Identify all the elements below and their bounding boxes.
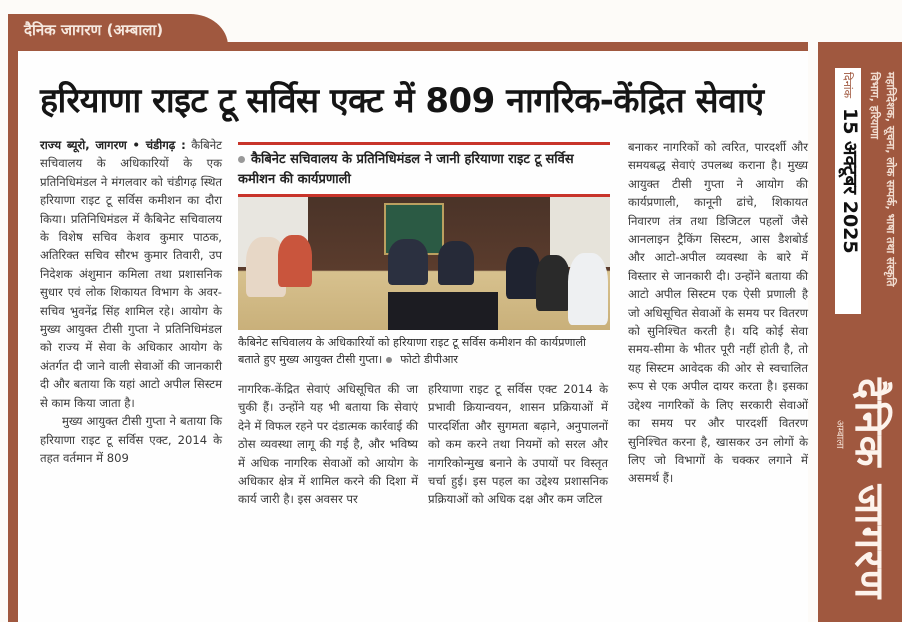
photo-person — [438, 241, 474, 285]
frame-top-border — [8, 42, 808, 51]
photo-person — [568, 253, 608, 325]
subhead-text: कैबिनेट सचिवालय के प्रतिनिधिमंडल ने जानी हरियाणा राइट टू सर्विस कमीशन की कार्यप्रणाली — [238, 152, 574, 187]
date-value: 15 अक्टूबर 2025 — [839, 108, 861, 254]
article-paragraph: कैबिनेट सचिवालय के अधिकारियों के एक प्रतिनिधिमंडल ने मंगलवार को चंडीगढ़ स्थित हरियाणा राइट टू सर्विस कमीशन का दौरा किया। प्रतिनिधिमंडल में कैबिनेट सचिवालय के विशेष सचिव केशव कुमार पाठक, अतिरिक्त सचिव सौरभ कुमार तिवारी, उप निदेशक अंशुमान कमिला तथा प्रशासनिक सुधार एवं लोक शिकायत विभाग के अवर-सचिव भुवनेंद्र सिंह शामिल रहे। आयोग के मुख्य आयुक्त टीसी गुप्ता ने प्रतिनिधिमंडल को राज्य में सेवा के अधिकार आयोग के अंतर्गत दी जाने वाली सेवाओं की जानकारी दी और बताया कि यहां आटो अपील सिस्टम से काम किया जाता है। — [40, 138, 223, 410]
article-column-3: हरियाणा राइट टू सर्विस एक्ट 2014 के प्रभावी क्रियान्वयन, शासन प्रक्रियाओं में पारदर्शिता और सुगमता बढ़ाने, अनुपालनों को कम करने तथा नियमों को सरल और नागरिकोन्मुख बनाने के उपायों पर विस्तृत चर्चा हुई। इस पहल का उद्देश्य प्रशासनिक प्रक्रियाओं को अधिक दक्ष और कम जटिल — [428, 382, 608, 507]
newspaper-name: दैनिक जागरण — [846, 378, 892, 601]
bullet-icon — [238, 156, 245, 163]
article-paragraph: मुख्य आयुक्त टीसी गुप्ता ने बताया कि हरियाणा राइट टू सर्विस एक्ट, 2014 के तहत वर्तमान में 809 — [40, 414, 222, 465]
article-column-4: बनाकर नागरिकों को त्वरित, पारदर्शी और समयबद्ध सेवाएं उपलब्ध कराना है। मुख्य आयुक्त टीसी गुप्ता ने आयोग की कार्यप्रणाली, कानूनी ढांचे, शिकायत निवारण तंत्र तथा डिजिटल पहलों जैसे आनलाइन ट्रैकिंग सिस्टम, आस डैशबोर्ड और आटो-अपील व्यवस्था के बारे में विस्तार से जानकारी दी। उन्होंने बताया की आटो अपील सिस्टम एक ऐसी प्रणाली है जो अधिसूचित सेवाओं के समय पर वितरण को सुनिश्चित करती है। यदि कोई सेवा समय-सीमा के भीतर पूरी नहीं होती है, तो यह सिस्टम आवेदक की ओर से स्वचालित रूप से एक अपील दायर करता है। इसका उद्देश्य नागरिकों के लिए सरकारी सेवाओं का समय पर और पारदर्शी वितरण सुनिश्चित करना है, खासकर उन लोगों के लिए जो विभागों के चक्कर लगाने में असमर्थ हैं। — [628, 140, 808, 486]
subhead-rule — [238, 142, 610, 145]
caption-text: कैबिनेट सचिवालय के अधिकारियों को हरियाणा राइट टू सर्विस कमीशन की कार्यप्रणाली बताते हुए मुख्य आयुक्त टीसी गुप्ता। — [238, 336, 586, 366]
article-column-1 — [40, 136, 222, 467]
photo-credit: फोटो डीपीआर — [400, 353, 458, 366]
headline: हरियाणा राइट टू सर्विस एक्ट में 809 नागरिक-केंद्रित सेवाएं — [40, 81, 764, 121]
source-tab: दैनिक जागरण (अम्बाला) — [8, 14, 194, 46]
photo-person — [506, 247, 540, 299]
photo-person — [388, 239, 428, 285]
photo-caption — [238, 334, 610, 368]
date-label: दिनांक — [841, 72, 854, 99]
dateline: राज्य ब्यूरो, जागरण • चंडीगढ़ : — [40, 138, 186, 152]
photo-subhead — [238, 150, 610, 190]
frame-left-border — [8, 42, 18, 622]
photo-table-center — [388, 292, 498, 330]
edition-name: अम्बाला — [834, 420, 845, 449]
photo-person — [536, 255, 570, 311]
bullet-icon — [386, 357, 392, 363]
department-name: महानिदेशक, सूचना, लोक सम्पर्क, भाषा तथा संस्कृति विभाग, हरियाणा — [868, 72, 897, 287]
article-column-2: नागरिक-केंद्रित सेवाएं अधिसूचित की जा चुकी हैं। उन्होंने यह भी बताया कि सेवाएं देने में विफल रहने पर दंडात्मक कार्रवाई की ठोस व्यवस्था लागू की गई है, और भविष्य में अधिक नागरिक सेवाओं को आयोग के अधिकार क्षेत्र में शामिल करने की दिशा में कार्य जारी है। इस अवसर पर — [238, 382, 418, 507]
meeting-photo — [238, 197, 610, 330]
photo-person — [278, 235, 312, 287]
